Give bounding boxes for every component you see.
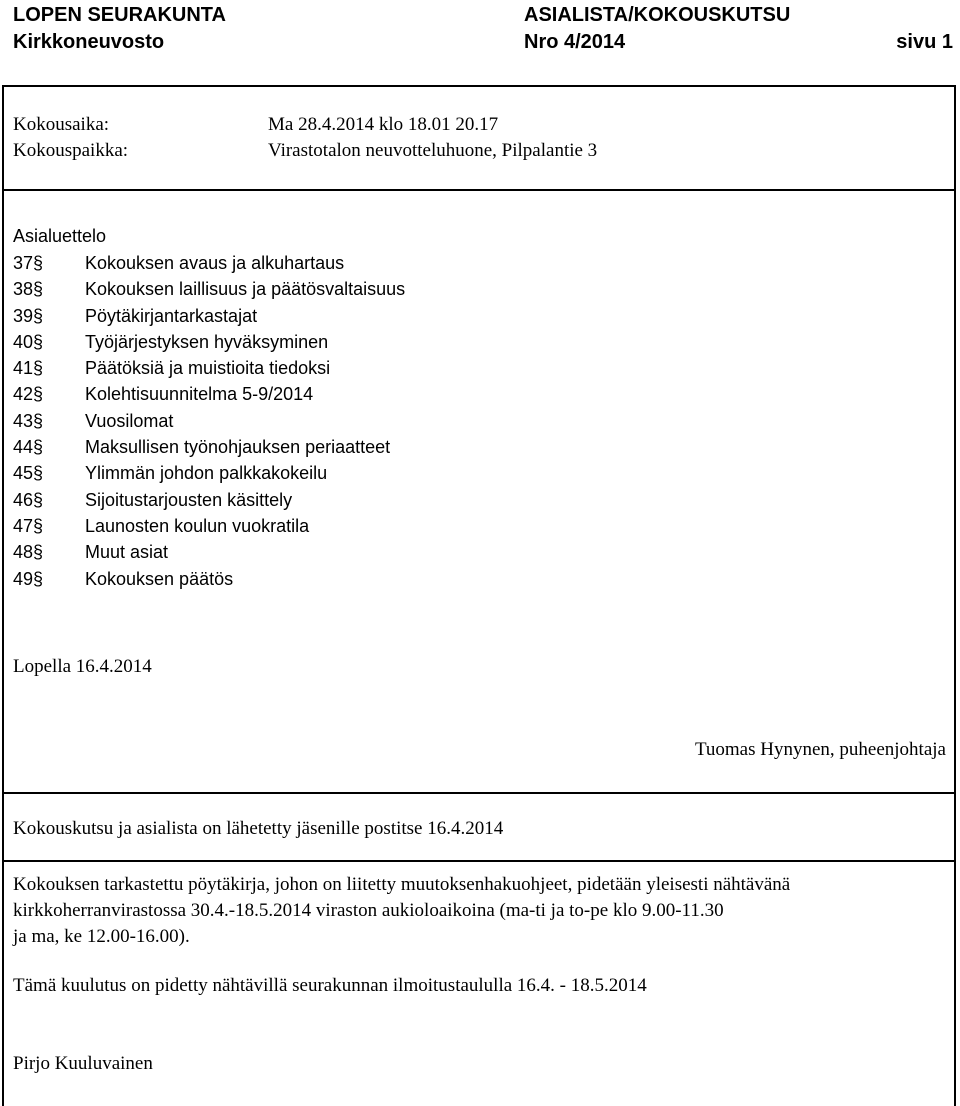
meeting-place-label: Kokouspaikka:	[13, 140, 129, 161]
invitation-sent-notice: Kokouskutsu ja asialista on lähetetty jäsenille postitse 16.4.2014	[13, 818, 504, 839]
agenda-item-number: 47§	[13, 515, 44, 536]
notice-divider	[2, 860, 956, 862]
agenda-list	[13, 250, 405, 592]
agenda-item	[13, 329, 405, 355]
org-name: LOPEN SEURAKUNTA	[13, 4, 226, 26]
agenda-item-number: 44§	[13, 437, 44, 458]
agenda-item-number: 49§	[13, 568, 44, 589]
chairperson-signature: Tuomas Hynynen, puheenjohtaja	[694, 739, 946, 760]
document-number: Nro 4/2014	[524, 31, 626, 53]
agenda-item-text: Vuosilomat	[85, 410, 174, 431]
agenda-item-number: 48§	[13, 542, 44, 563]
agenda-item-text: Ylimmän johdon palkkakokeilu	[85, 463, 328, 484]
agenda-item-number: 40§	[13, 331, 44, 352]
agenda-item	[13, 355, 405, 381]
agenda-item-number: 41§	[13, 358, 44, 379]
meeting-time-label: Kokousaika:	[13, 114, 110, 135]
agenda-title: Asialuettelo	[13, 226, 107, 246]
agenda-item-text: Päätöksiä ja muistioita tiedoksi	[85, 358, 331, 379]
agenda-item-number: 37§	[13, 253, 44, 273]
place-and-date: Lopella 16.4.2014	[13, 656, 152, 677]
agenda-item-text: Pöytäkirjantarkastajat	[85, 305, 258, 326]
agenda-item-text: Kolehtisuunnitelma 5-9/2014	[85, 384, 314, 405]
agenda-item-text: Launosten koulun vuokratila	[85, 515, 310, 536]
agenda-item-number: 39§	[13, 305, 44, 326]
agenda-item-text: Kokouksen laillisuus ja päätösvaltaisuus	[85, 279, 406, 300]
agenda-item	[13, 434, 405, 460]
minutes-notice-line-1: Kokouksen tarkastettu pöytäkirja, johon on liitetty muutoksenhakuohjeet, pidetään yleisesti nähtävänä	[13, 874, 791, 895]
agenda-item-number: 43§	[13, 410, 44, 431]
agenda-item-text: Sijoitustarjousten käsittely	[85, 489, 293, 510]
agenda-item	[13, 460, 405, 486]
page-number: sivu 1	[896, 31, 953, 53]
minutes-notice-line-3: ja ma, ke 12.00-16.00).	[13, 926, 190, 947]
agenda-item	[13, 276, 405, 302]
left-border	[2, 85, 4, 1106]
certifier-name: Pirjo Kuuluvainen	[13, 1053, 153, 1074]
agenda-item-number: 42§	[13, 384, 44, 405]
agenda-item	[13, 381, 405, 407]
agenda-item-number: 45§	[13, 463, 44, 484]
signature-divider	[2, 792, 956, 794]
meeting-place-value: Virastotalon neuvotteluhuone, Pilpalantie 3	[268, 140, 598, 161]
document-type: ASIALISTA/KOKOUSKUTSU	[524, 4, 791, 26]
agenda-item-text: Kokouksen avaus ja alkuhartaus	[85, 253, 345, 273]
agenda-item	[13, 250, 405, 276]
governing-body: Kirkkoneuvosto	[13, 31, 165, 53]
agenda-item-number: 46§	[13, 489, 44, 510]
agenda-item-text: Maksullisen työnohjauksen periaatteet	[85, 437, 391, 458]
section-divider	[2, 189, 956, 191]
agenda-item-text: Työjärjestyksen hyväksyminen	[85, 331, 329, 352]
agenda-item	[13, 566, 405, 592]
agenda-item	[13, 513, 405, 539]
agenda-item	[13, 539, 405, 565]
agenda-item-text: Kokouksen päätös	[85, 568, 234, 589]
right-border	[954, 85, 956, 1106]
minutes-notice-line-2: kirkkoherranvirastossa 30.4.-18.5.2014 viraston aukioloaikoina (ma-ti ja to-pe klo 9.00-11.30	[13, 900, 724, 921]
agenda-item	[13, 408, 405, 434]
header-rule	[2, 85, 956, 87]
meeting-time-value: Ma 28.4.2014 klo 18.01 20.17	[268, 114, 499, 135]
agenda-item	[13, 487, 405, 513]
posting-notice: Tämä kuulutus on pidetty nähtävillä seurakunnan ilmoitustaululla 16.4. - 18.5.2014	[13, 975, 647, 996]
agenda-item-text: Muut asiat	[85, 542, 169, 563]
agenda-item-number: 38§	[13, 279, 44, 300]
agenda-item	[13, 303, 405, 329]
